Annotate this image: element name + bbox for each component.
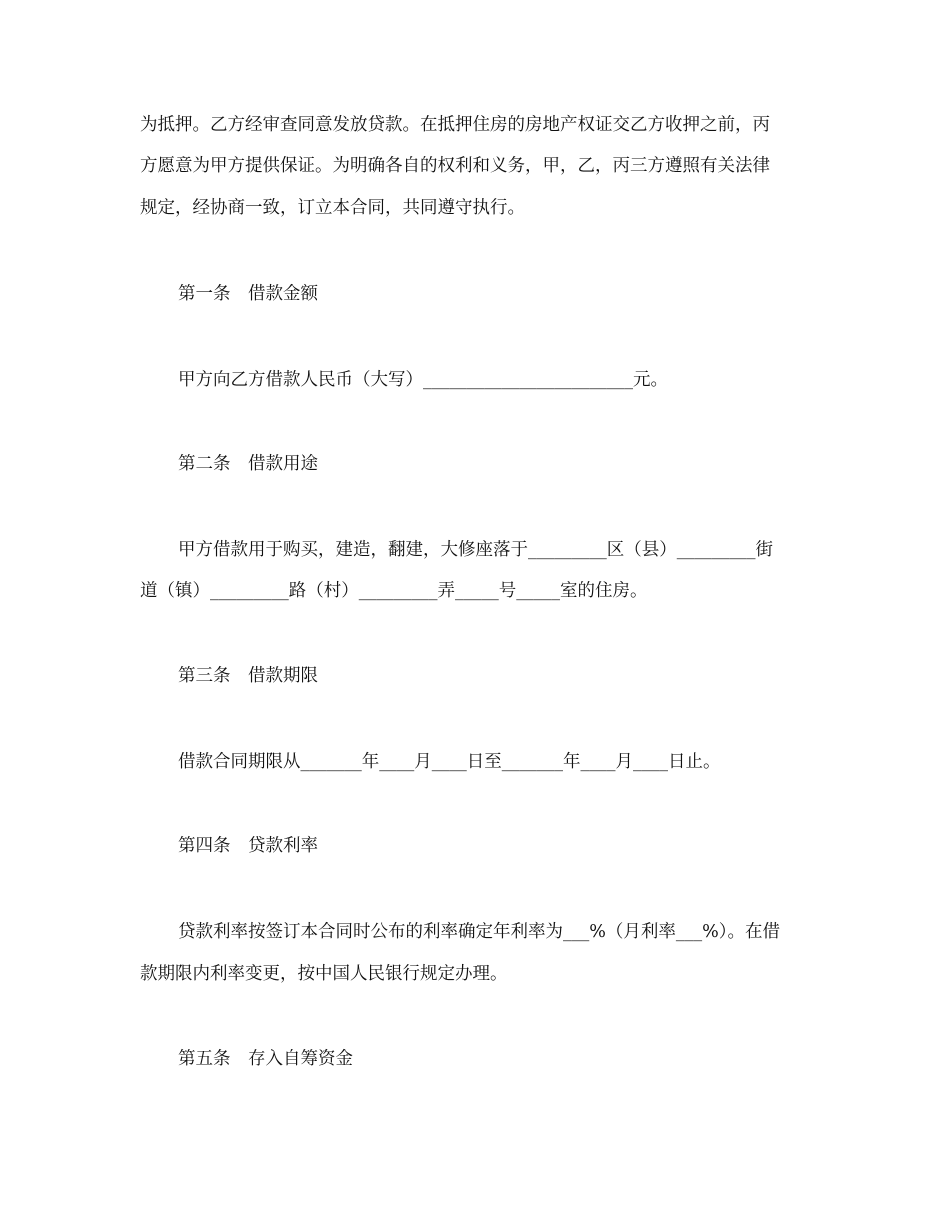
article-5-heading: 第五条 存入自筹资金 [178, 1049, 353, 1069]
article-4-text-line-1: 贷款利率按签订本合同时公布的利率确定年利率为___%（月利率___%）。在借 [178, 922, 781, 942]
article-4-heading: 第四条 贷款利率 [178, 836, 318, 856]
article-4-text-line-2: 款期限内利率变更，按中国人民银行规定办理。 [140, 964, 508, 984]
intro-line-1: 为抵押。乙方经审查同意发放贷款。在抵押住房的房地产权证交乙方收押之前，丙 [140, 115, 770, 135]
article-1-text-line-1: 甲方向乙方借款人民币（大写）________________________元。 [178, 370, 668, 390]
article-2-text-line-2: 道（镇）_________路（村）_________弄_____号_____室的住房。 [140, 581, 648, 601]
article-3-text-line-1: 借款合同期限从_______年____月____日至_______年____月____日止。 [178, 752, 721, 772]
article-2-text-line-1: 甲方借款用于购买，建造，翻建，大修座落于_________区（县）_________街 [178, 540, 773, 560]
article-3-heading: 第三条 借款期限 [178, 666, 318, 686]
article-2-heading: 第二条 借款用途 [178, 454, 318, 474]
intro-line-2: 方愿意为甲方提供保证。为明确各自的权利和义务，甲，乙，丙三方遵照有关法律 [140, 156, 770, 176]
intro-line-3: 规定，经协商一致，订立本合同，共同遵守执行。 [140, 198, 525, 218]
article-1-heading: 第一条 借款金额 [178, 284, 318, 304]
